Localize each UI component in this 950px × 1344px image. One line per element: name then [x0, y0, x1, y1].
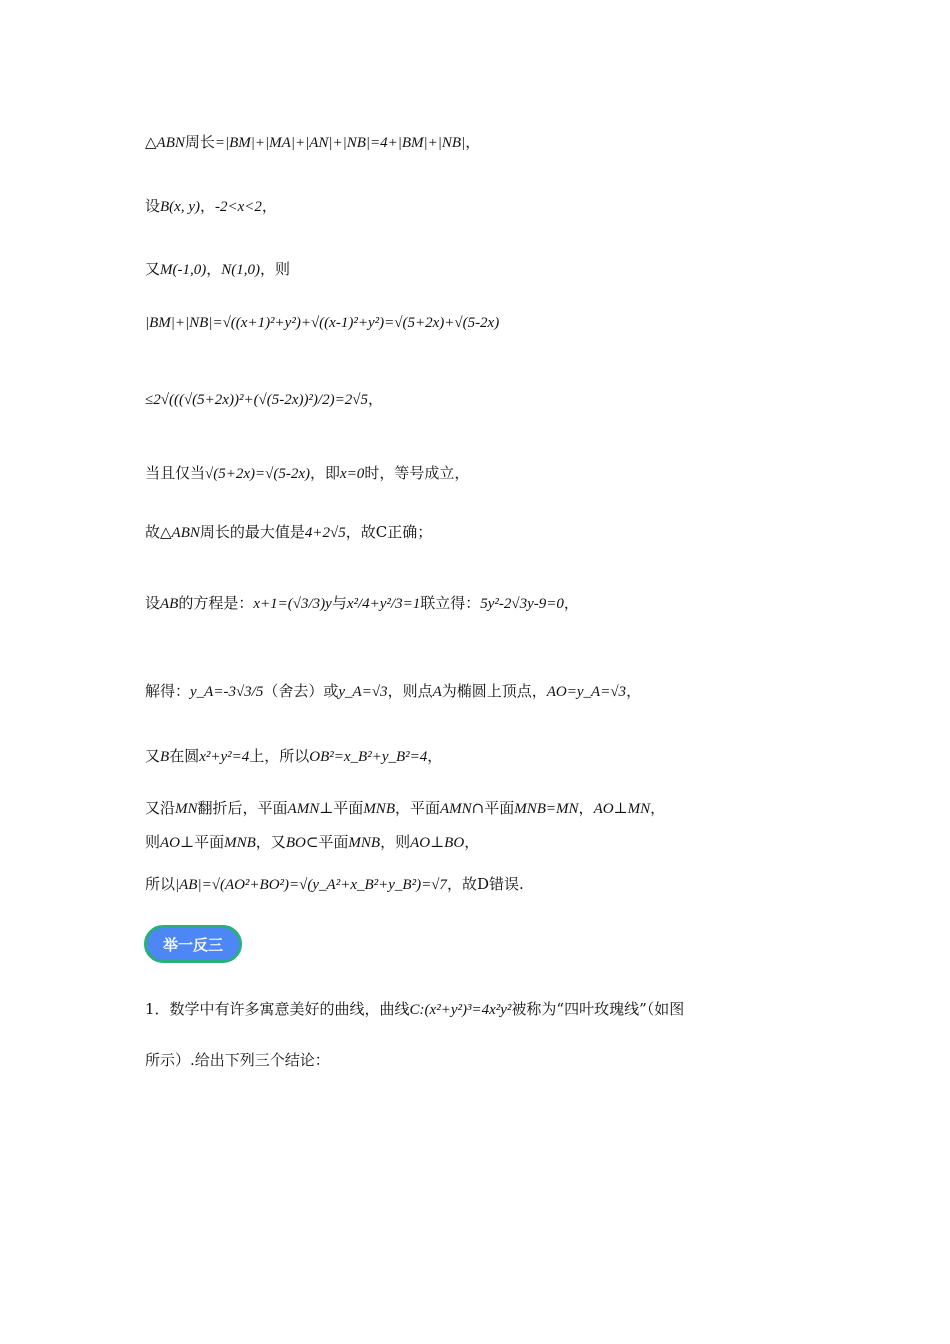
math-expression: △ABN	[160, 525, 200, 541]
math-expression: x²/4+y²/3=1	[346, 596, 421, 612]
math-expression: AO⊥BO	[410, 835, 465, 851]
math-expression: √(5+2x)=√(5-2x)	[205, 466, 311, 482]
text-segment: ∩平面	[471, 799, 515, 817]
curve-equation: C:(x²+y²)³=4x²y²	[409, 1002, 512, 1018]
math-expression: =|BM|+|MA|+|AN|+|NB|=4+|BM|+|NB|	[214, 135, 466, 151]
math-expression: N(1,0)	[221, 262, 261, 278]
problem-text-a: 1．数学中有许多寓意美好的曲线，曲线	[145, 1000, 410, 1018]
math-expression: MNB	[363, 801, 395, 817]
solution-line-13	[145, 873, 524, 894]
text-segment: ，	[626, 682, 642, 700]
math-expression: AO=y_A=√3	[546, 684, 627, 700]
solution-line-2	[145, 195, 277, 216]
text-segment: 时，等号成立，	[364, 464, 470, 482]
math-expression: AMN	[440, 801, 472, 817]
math-expression: B(x, y)	[160, 199, 200, 215]
text-segment: ，则	[380, 833, 411, 851]
text-segment: ，故D错误.	[446, 875, 524, 893]
solution-line-12	[145, 831, 479, 852]
math-expression: B	[160, 749, 170, 765]
solution-line-4	[145, 313, 499, 332]
math-expression: △ABN	[145, 135, 185, 151]
math-expression: AMN	[287, 801, 320, 817]
text-segment: ，则	[260, 260, 291, 278]
problem-text-b: 被称为“四叶玫瑰线”（如图	[511, 1000, 685, 1018]
text-segment: 在圆	[169, 747, 200, 765]
text-segment: 设	[145, 594, 161, 612]
text-segment: ，故C正确；	[345, 523, 433, 541]
text-segment: ，平面	[394, 799, 440, 817]
solution-line-3	[145, 258, 290, 279]
solution-line-7	[145, 521, 432, 542]
math-expression: x+1=(√3/3)y	[253, 596, 332, 612]
text-segment: 设	[145, 197, 161, 215]
problem-line-2: 所示）.给出下列三个结论：	[145, 1051, 330, 1069]
math-expression: OB²=x_B²+y_B²=4	[309, 749, 428, 765]
text-segment: 为椭圆上顶点，	[441, 682, 547, 700]
text-segment: ⊂平面	[305, 833, 349, 851]
text-segment: ，又	[255, 833, 286, 851]
solution-line-6	[145, 462, 469, 483]
text-segment: ，即	[310, 464, 341, 482]
math-expression: x=0	[340, 466, 365, 482]
math-expression: BO	[285, 835, 306, 851]
problem-line-1	[145, 998, 684, 1019]
math-expression: AO	[160, 835, 181, 851]
math-expression: M(-1,0)	[160, 262, 207, 278]
text-segment: 当且仅当	[145, 464, 206, 482]
math-expression: A	[432, 684, 442, 700]
math-expression: 4+2√5	[304, 525, 346, 541]
text-segment: ，则点	[387, 682, 433, 700]
text-segment: 上，所以	[249, 747, 310, 765]
math-expression: |AB|=√(AO²+BO²)=√(y_A²+x_B²+y_B²)=√7	[175, 877, 447, 893]
solution-line-11	[145, 797, 665, 818]
text-segment: 联立得：	[420, 594, 481, 612]
text-segment: ，	[465, 133, 481, 151]
text-segment: 又沿	[145, 799, 176, 817]
text-segment: ⊥平面	[180, 833, 225, 851]
solution-line-9	[145, 680, 641, 701]
solution-line-8	[145, 592, 579, 613]
text-segment: ⊥平面	[319, 799, 364, 817]
text-segment: 所以	[145, 875, 176, 893]
text-segment: 又	[145, 260, 161, 278]
text-segment: 翻折后，平面	[197, 799, 288, 817]
text-segment: 解得：	[145, 682, 191, 700]
text-segment: 的方程是：	[178, 594, 254, 612]
math-expression: |BM|+|NB|=√((x+1)²+y²)+√((x-1)²+y²)=√(5+2x)+√(5-2x)	[145, 315, 500, 331]
text-segment: （舍去）或	[263, 682, 339, 700]
text-segment: ，	[199, 197, 215, 215]
text-segment: ，	[563, 594, 579, 612]
text-segment: ，	[650, 799, 666, 817]
text-segment: ，	[427, 747, 443, 765]
math-expression: AB	[160, 596, 179, 612]
text-segment: ，	[261, 197, 277, 215]
text-segment: ，	[367, 390, 383, 408]
math-expression: 5y²-2√3y-9=0	[480, 596, 564, 612]
solution-line-10	[145, 745, 442, 766]
text-segment: 周长	[184, 133, 215, 151]
math-expression: AO⊥MN	[593, 801, 651, 817]
text-segment: 故	[145, 523, 161, 541]
text-segment: 与	[331, 594, 347, 612]
math-expression: ≤2√(((√(5+2x))²+(√(5-2x))²)/2)=2√5	[145, 392, 368, 408]
math-expression: MNB	[348, 835, 381, 851]
math-expression: y_A=-3√3/5	[190, 684, 264, 700]
math-expression: MNB	[224, 835, 256, 851]
math-expression: -2<x<2	[215, 199, 262, 215]
math-expression: MN	[175, 801, 198, 817]
section-badge: 举一反三	[144, 925, 242, 963]
math-expression: y_A=√3	[338, 684, 388, 700]
math-expression: MNB=MN	[514, 801, 579, 817]
text-segment: 周长的最大值是	[199, 523, 305, 541]
text-segment: 则	[145, 833, 161, 851]
text-segment: ，	[464, 833, 480, 851]
solution-line-1	[145, 131, 480, 152]
text-segment: 又	[145, 747, 161, 765]
solution-line-5	[145, 388, 383, 409]
text-segment: ，	[578, 799, 594, 817]
text-segment: ，	[206, 260, 222, 278]
math-expression: x²+y²=4	[199, 749, 250, 765]
